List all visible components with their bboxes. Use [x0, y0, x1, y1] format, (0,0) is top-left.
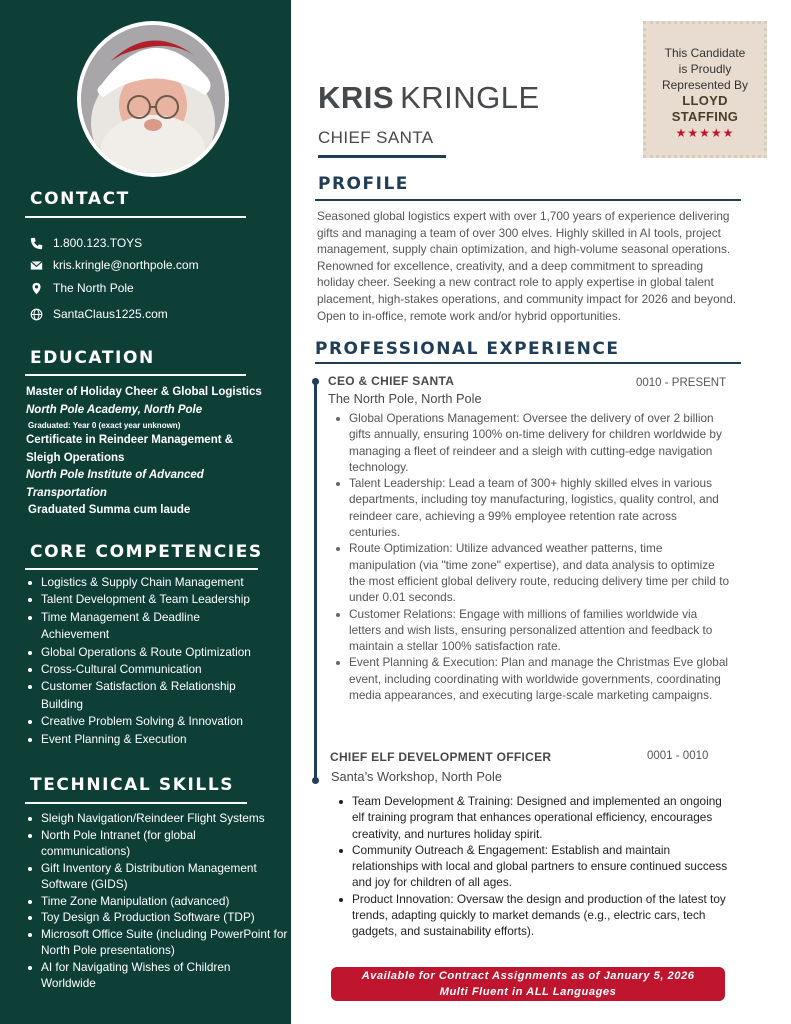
contact-location — [30, 281, 134, 295]
location-text: The North Pole — [53, 281, 134, 295]
degree-2-line-2: Sleigh Operations — [26, 451, 125, 464]
contact-divider — [25, 216, 246, 218]
santa-portrait-image — [81, 25, 225, 173]
graduation-note-2: Graduated Summa cum laude — [28, 504, 191, 516]
list-item: Toy Design & Production Software (TDP) — [26, 909, 284, 926]
education-block — [26, 384, 276, 520]
competencies-heading: CORE COMPETENCIES — [30, 542, 263, 562]
job-1-title: CEO & CHIEF SANTA — [328, 374, 455, 388]
email-link[interactable]: kris.kringle@northpole.com — [53, 258, 199, 272]
availability-line: Available for Contract Assignments as of January 5, 2026 — [361, 970, 695, 982]
job-2-title: CHIEF ELF DEVELOPMENT OFFICER — [330, 750, 552, 764]
rating-stars: ★★★★★ — [675, 126, 735, 140]
candidate-name — [318, 80, 540, 116]
timeline-line — [314, 380, 317, 782]
experience-heading: PROFESSIONAL EXPERIENCE — [315, 339, 620, 359]
agency-name-line-2: STAFFING — [671, 109, 739, 124]
school-2-line-2: Transportation — [26, 486, 107, 499]
technical-divider — [25, 802, 247, 804]
graduation-note-1: Graduated: Year 0 (exact year unknown) — [28, 421, 181, 430]
contact-website — [30, 307, 168, 321]
agency-name-line-1: LLOYD — [682, 93, 728, 108]
phone-icon — [30, 237, 43, 250]
agency-badge — [643, 21, 767, 158]
list-item: Time Zone Manipulation (advanced) — [26, 893, 284, 910]
list-item: Global Operations Management: Oversee the delivery of over 2 billion gifts annually, ensuring 100% on-time delivery for children worldwide by managing a fleet of reindeer and a sleigh with cutting-edge navigation technology. — [334, 410, 730, 475]
role-underline — [318, 155, 446, 158]
list-item: AI for Navigating Wishes of Children Worldwide — [26, 959, 256, 992]
profile-heading: PROFILE — [318, 174, 409, 194]
list-item: Cross-Cultural Communication — [26, 661, 284, 678]
timeline-dot — [312, 777, 319, 784]
job-2-organization: Santa’s Workshop, North Pole — [331, 769, 502, 784]
job-1-organization: The North Pole, North Pole — [328, 391, 482, 406]
education-divider — [25, 374, 246, 376]
degree-2-line-1: Certificate in Reindeer Management & — [26, 434, 234, 446]
badge-line-3: Represented By — [661, 78, 749, 92]
list-item: Event Planning & Execution: Plan and manage the Christmas Eve global event, including coordinating with worldwide governments, coordinating media appearances, and executing large-scale marketing campaigns. — [334, 654, 730, 703]
list-item: Route Optimization: Utilize advanced weather patterns, time manipulation (via "time zone" expertise), and data analysis to optimize the most efficient global delivery route, reducing delivery time per child to under 0.01 seconds. — [334, 540, 730, 605]
last-name: KRINGLE — [400, 80, 540, 115]
profile-divider — [315, 199, 741, 201]
list-item: Product Innovation: Oversaw the design and production of the latest toy trends, adapting quickly to market demands (e.g., electric cars, tech gadgets, and sustainability efforts). — [337, 891, 732, 940]
contact-email — [30, 258, 199, 272]
competencies-divider — [25, 568, 258, 570]
badge-line-2: is Proudly — [678, 62, 732, 76]
languages-line: Multi Fluent in ALL Languages — [439, 986, 617, 998]
contact-phone — [30, 236, 142, 250]
list-item: Global Operations & Route Optimization — [26, 644, 284, 661]
job-1-dates: 0010 - PRESENT — [636, 377, 727, 389]
list-item: North Pole Intranet (for global communications) — [26, 827, 226, 860]
sidebar — [0, 0, 291, 1024]
education-heading: EDUCATION — [30, 348, 155, 368]
school-2-line-1: North Pole Institute of Advanced — [26, 469, 204, 481]
job-2-bullets — [337, 793, 732, 940]
job-role-title: CHIEF SANTA — [318, 128, 434, 147]
profile-photo — [77, 21, 229, 177]
experience-divider — [315, 362, 741, 364]
list-item: Gift Inventory & Distribution Management Software (GIDS) — [26, 860, 278, 893]
list-item: Logistics & Supply Chain Management — [26, 574, 284, 591]
contact-heading: CONTACT — [30, 189, 130, 209]
technical-heading: TECHNICAL SKILLS — [30, 775, 235, 795]
website-link[interactable]: SantaClaus1225.com — [53, 307, 168, 321]
job-2-dates: 0001 - 0010 — [647, 750, 709, 762]
list-item: Event Planning & Execution — [26, 731, 284, 748]
list-item: Time Management & Deadline Achievement — [26, 609, 261, 644]
list-item: Talent Development & Team Leadership — [26, 591, 284, 608]
list-item: Community Outreach & Engagement: Establish and maintain relationships with local and global partners to ensure continued success and joy for children of all ages. — [337, 842, 732, 891]
profile-text: Seasoned global logistics expert with over 1,700 years of experience delivering gifts and managing a team of over 300 elves. Highly skilled in AI tools, project management, supply chain optimization, and high-volume seasonal operations. Renowned for excellence, creativity, and a deep commitment to spreading holiday cheer. Seeking a new contract role to apply expertise in global talent placement, high-stakes operations, and community impact for 2026 and beyond. Open to in-office, remote work and/or hybrid opportunities. — [317, 209, 737, 323]
mail-icon — [30, 259, 43, 272]
list-item: Creative Problem Solving & Innovation — [26, 713, 284, 730]
list-item: Sleigh Navigation/Reindeer Flight Systems — [26, 810, 284, 827]
degree-1: Master of Holiday Cheer & Global Logistics — [26, 386, 262, 398]
phone-text[interactable]: 1.800.123.TOYS — [53, 236, 143, 250]
competencies-list — [26, 574, 284, 748]
list-item: Talent Leadership: Lead a team of 300+ highly skilled elves in various departments, including toy manufacturing, logistics, quality control, and reindeer care, achieving a 99% employee retention rate across centuries. — [334, 475, 730, 540]
list-item: Customer Satisfaction & Relationship Building — [26, 678, 256, 713]
location-pin-icon — [30, 282, 43, 295]
badge-line-1: This Candidate — [664, 46, 746, 60]
list-item: Microsoft Office Suite (including PowerPoint for North Pole presentations) — [26, 926, 288, 959]
school-1: North Pole Academy, North Pole — [26, 403, 203, 416]
globe-icon — [30, 308, 43, 321]
timeline-dot — [312, 378, 319, 385]
availability-banner — [331, 967, 725, 1001]
job-1-bullets — [334, 410, 730, 703]
technical-list — [26, 810, 288, 992]
list-item: Customer Relations: Engage with millions of families worldwide via letters and wish lists, ensuring personalized attention and feedback to maintain a stellar 100% satisfaction rate. — [334, 606, 730, 655]
first-name: KRIS — [318, 80, 395, 115]
list-item: Team Development & Training: Designed and implemented an ongoing elf training program that enhances operational efficiency, encourages creativity, and nurtures holiday spirit. — [337, 793, 732, 842]
